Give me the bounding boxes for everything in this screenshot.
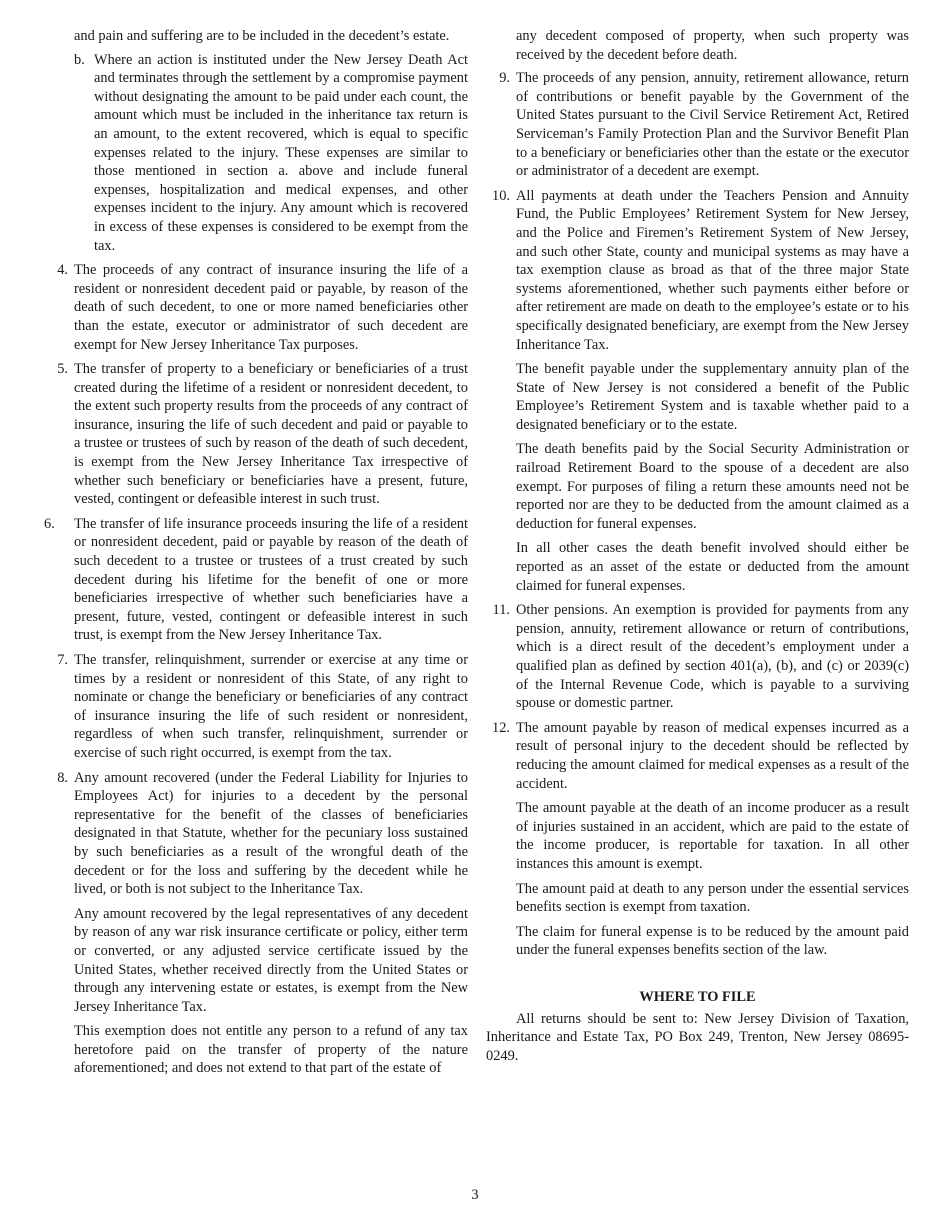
- list-item-b: [74, 51, 468, 256]
- list-item-text: The proceeds of any pension, annuity, retirement allowance, return of contributions or benefit payable by the Government of the United States pursuant to the Civil Service Retirement Act, Retired Serviceman’s Family Protection Plan and the Survivor Benefit Plan to a beneficiary or beneficiaries other than the estate or the executor or administrator of a decedent are exempt.: [516, 70, 909, 180]
- list-marker: b.: [74, 51, 85, 68]
- list-marker: 7.: [57, 652, 68, 668]
- list-marker: 6.: [44, 515, 55, 532]
- list-item-text: Other pensions. An exemption is provided for payments from any pension, annuity, retirement allowance or return of contributions, which is a direct result of the decedent’s employment under a qualified plan as defined by section 401(a), (b), and (c) or 2039(c) of the Internal Revenue Code, which is payable to a surviving spouse or domestic partner.: [516, 602, 909, 712]
- list-marker: 11.: [492, 602, 510, 619]
- list-marker: 5.: [57, 361, 68, 378]
- list-item-10-paragraph-4: In all other cases the death benefit involved should either be reported as an asset of the estate or deducted from the amount claimed for funeral expenses.: [516, 540, 909, 594]
- list-item-10: [486, 187, 909, 354]
- list-item-12-paragraph-2: The amount payable at the death of an income producer as a result of injuries sustained in an accident, which are paid to the estate of the income producer, is reportable for taxation. In all other instances this amount is exempt.: [516, 800, 909, 872]
- list-item-text: The transfer of property to a beneficiary or beneficiaries of a trust created during the lifetime of a resident or nonresident decedent, to the extent such property results from the proceeds of any contract of insurance, insuring the life of such decedent and paid or payable to a trustee or trustees of such by reason of the death of such decedent, is exempt from the New Jersey Inheritance Tax irrespective of whether such beneficiary or beneficiaries have a present, future, vested, contingent or defeasible interest in such trust.: [74, 361, 468, 508]
- list-item-text: The transfer, relinquishment, surrender or exercise at any time or times by a resident or nonresident of this State, of any right to nominate or change the beneficiary or beneficiaries of any contract of insurance insuring the life of such resident or nonresident, regardless of when such transfer, relinquishment, surrender or exercise of such right occurred, is exempt from the tax.: [74, 652, 468, 761]
- list-item-8-paragraph-3: This exemption does not entitle any person to a refund of any tax heretofore paid on the transfer of property of the nature aforementioned; and does not extend to that part of the estate of: [74, 1023, 468, 1077]
- list-marker: 9.: [499, 70, 510, 87]
- left-column: [44, 27, 468, 1084]
- list-item-10-paragraph-2: The benefit payable under the supplementary annuity plan of the State of New Jersey is not considered a benefit of the Public Employee’s Retirement System and is taxable whether paid to a designated beneficiary or to the estate.: [516, 361, 909, 433]
- list-item-text: Any amount recovered (under the Federal Liability for Injuries to Employees Act) for injuries to a decedent by the personal representative for the benefit of the classes of beneficiaries designated in that Statute, whether for the pecuniary loss sustained by such beneficiaries as a result of the wrongful death of the decedent or for the loss and suffering by the decedent while he lived, or both is not subject to the Inheritance Tax.: [74, 769, 468, 898]
- where-to-file-heading: WHERE TO FILE: [639, 988, 756, 1005]
- list-item-6: [44, 515, 468, 645]
- list-item-text: The proceeds of any contract of insurance insuring the life of a resident or nonresident decedent paid or payable, by reason of the death of such decedent, to one or more named beneficiaries other than the estate, executor or administrator of such decedent are exempt for New Jersey Inheritance Tax purposes.: [74, 262, 468, 353]
- list-item-text: All payments at death under the Teachers Pension and Annuity Fund, the Public Employees’ Retirement System for New Jersey, and the Police and Firemen’s Retirement System of New Jersey, and such other State, county and municipal systems as may have a tax exemption clause as broad as that of the three major State systems aforementioned, whether such payments either before or after retirement are made on death to the employee’s estate or to his specifically designated beneficiary, are exempt from the New Jersey Inheritance Tax.: [516, 187, 909, 353]
- list-item-10-paragraph-3: The death benefits paid by the Social Security Administration or railroad Retirement Board to the spouse of a decedent are also exempt. For purposes of filing a return these amounts need not be reported nor are they to be deducted from the amount claimed as a deduction for funeral expenses.: [516, 441, 909, 532]
- list-item-5: [44, 360, 468, 509]
- list-item-7: [44, 651, 468, 763]
- list-marker: 12.: [492, 719, 510, 736]
- where-to-file-text: All returns should be sent to: New Jersey Division of Taxation, Inheritance and Estate Tax, PO Box 249, Trenton, New Jersey 08695-0249.: [486, 1010, 909, 1064]
- list-item-4: [44, 261, 468, 354]
- list-marker: 10.: [492, 187, 510, 204]
- paragraph-continuation: any decedent composed of property, when such property was received by the decedent before death.: [516, 28, 909, 63]
- list-item-12-paragraph-4: The claim for funeral expense is to be reduced by the amount paid under the funeral expenses benefits section of the law.: [516, 923, 909, 959]
- list-item-text: The amount payable by reason of medical expenses incurred as a result of personal injury to the decedent should be reflected by reducing the amount claimed for medical expenses as a result of the accident.: [516, 719, 909, 792]
- list-item-text: The transfer of life insurance proceeds insuring the life of a resident or nonresident decedent, paid or payable by reason of the death of such decedent to a trustee or trustees of a trust created by such decedent during his lifetime for the benefit of one or more beneficiaries irrespective of whether such beneficiaries have a present, future, vested, contingent or defeasible interest in such trust, is exempt from the New Jersey Inheritance Tax.: [74, 515, 468, 644]
- list-marker: 4.: [57, 262, 68, 279]
- list-item-12: [486, 719, 909, 793]
- list-item-text: Where an action is instituted under the New Jersey Death Act and terminates through the settlement by a compromise payment without designating the amount to be paid under each count, the amount which must be included in the inheritance tax return is an amount, to the extent recovered, which is equal to specific expenses related to the injury. These expenses are similar to those mentioned in section a. above and include funeral expenses, hospitalization and medical expenses, and other expenses incident to the injury. Any amount which is recovered in excess of these expenses is considered to be exempt from the tax.: [94, 51, 468, 254]
- list-item-9: [486, 69, 909, 181]
- list-item-12-paragraph-3: The amount paid at death to any person under the essential services benefits section is exempt from taxation.: [516, 880, 909, 916]
- list-marker: 8.: [57, 769, 68, 786]
- right-column: [486, 27, 909, 1065]
- list-item-11: [486, 601, 909, 713]
- page-number: 3: [471, 1187, 479, 1203]
- list-item-8-paragraph-2: Any amount recovered by the legal representatives of any decedent by reason of any war risk insurance certificate or policy, either term or converted, or any adjusted service certificate issued by the United States, whether received directly from the United States or through any intervening estate or estates, is exempt from the New Jersey Inheritance Tax.: [74, 905, 468, 1015]
- paragraph-continuation: and pain and suffering are to be included in the decedent’s estate.: [74, 28, 450, 44]
- list-item-8: [44, 769, 468, 899]
